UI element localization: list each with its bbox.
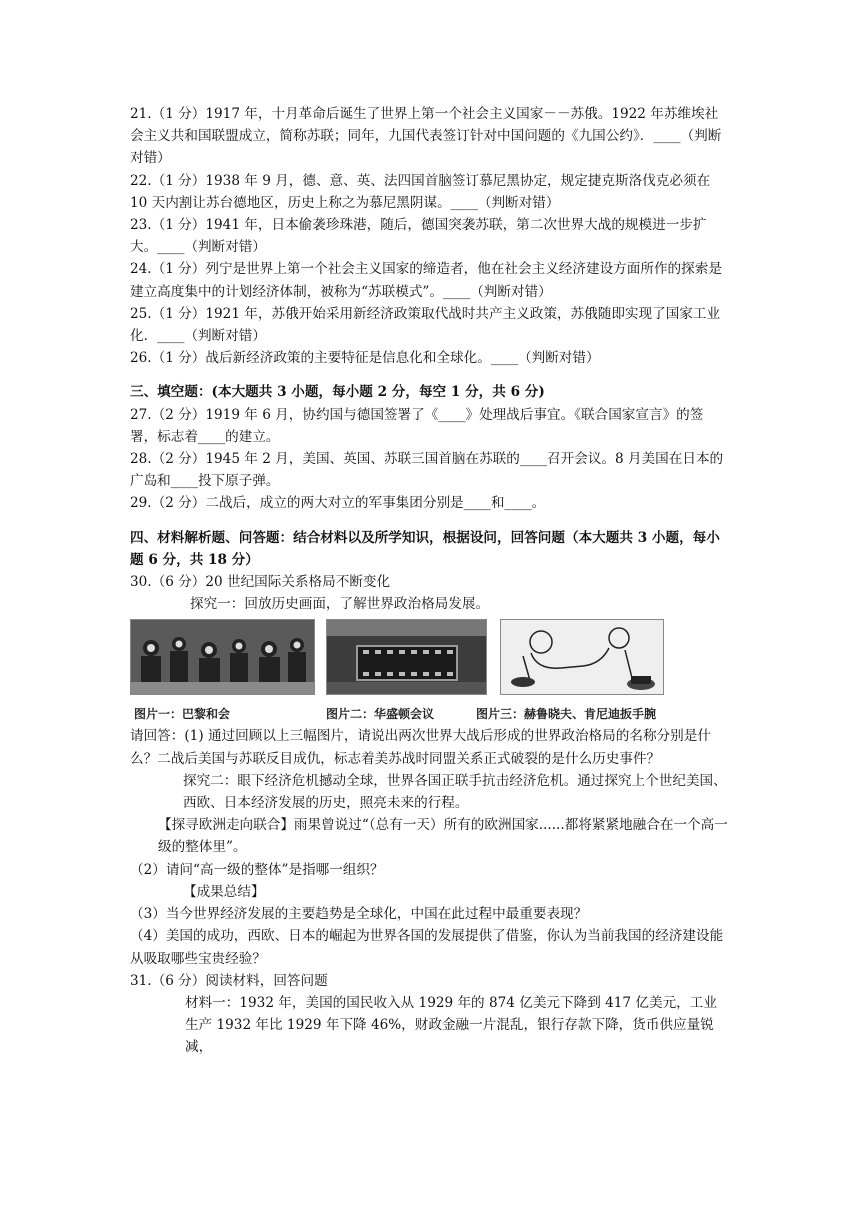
europe-union-text: 【探寻欧洲走向联合】雨果曾说过“（总有一天）所有的欧洲国家......都将紧紧地融合在一个高一级的整体里”。 xyxy=(158,817,728,856)
material-1: 材料一：1932 年，美国的国民收入从 1929 年的 874 亿美元下降到 417 亿美元，工业生产 1932 年比 1929 年下降 46%，财政金融一片混乱，银行存款下降，货币供应量锐减， xyxy=(185,994,717,1056)
question-21: 21.（1 分）1917 年，十月革命后诞生了世界上第一个社会主义国家－－苏俄。1922 年苏维埃社会主义共和国联盟成立，简称苏联；同年，九国代表签订针对中国问题的《九国公约》．____（判断对错） xyxy=(130,106,722,167)
figure-row xyxy=(130,619,730,723)
document-content xyxy=(130,103,730,1059)
caption-3: 图片三：赫鲁晓夫、肯尼迪扳手腕 xyxy=(476,707,657,722)
question-25: 25.（1 分）1921 年，苏俄开始采用新经济政策取代战时共产主义政策，苏俄随即实现了国家工业化．____（判断对错） xyxy=(130,305,721,345)
question-28: 28.（2 分）1945 年 2 月，美国、英国、苏联三国首脑在苏联的____召开会议。8 月美国在日本的广岛和____投下原子弹。 xyxy=(130,451,724,490)
question-29: 29.（2 分）二战后，成立的两大对立的军事集团分别是____和____。 xyxy=(130,495,546,512)
question-30-part-2: （2）请问“高一级的整体”是指哪一组织？ xyxy=(130,861,384,878)
summary-heading: 【成果总结】 xyxy=(183,883,265,900)
question-31: 31.（6 分）阅读材料，回答问题 xyxy=(130,972,328,989)
section-3-heading: 三、填空题：(本大题共 3 小题，每小题 2 分，每空 1 分，共 6 分) xyxy=(130,384,545,401)
khrushchev-kennedy-cartoon xyxy=(500,619,664,695)
caption-2: 图片二：华盛顿会议 xyxy=(326,707,435,722)
question-30-part-1: 请回答：(1) 通过回顾以上三幅图片，请说出两次世界大战后形成的世界政治格局的名称分别是什么？二战后美国与苏联反目成仇，标志着美苏战时同盟关系正式破裂的是什么历史事件？ xyxy=(130,728,711,767)
paris-conference-photo xyxy=(130,619,315,695)
washington-conference-photo xyxy=(326,619,487,695)
question-26: 26.（1 分）战后新经济政策的主要特征是信息化和全球化。____（判断对错） xyxy=(130,350,600,367)
question-23: 23.（1 分）1941 年，日本偷袭珍珠港，随后，德国突袭苏联，第二次世界大战的规模进一步扩大。____（判断对错） xyxy=(130,217,707,256)
caption-1: 图片一：巴黎和会 xyxy=(134,707,231,722)
section-4-heading: 四、材料解析题、问答题：结合材料以及所学知识，根据设问，回答问题（本大题共 3 小题，每小题 6 分，共 18 分） xyxy=(130,529,720,568)
explore-1: 探究一：回放历史画面，了解世界政治格局发展。 xyxy=(190,596,490,613)
question-24: 24.（1 分）列宁是世界上第一个社会主义国家的缔造者，他在社会主义经济建设方面所作的探索是建立高度集中的计划经济体制，被称为“苏联模式”。____（判断对错） xyxy=(130,261,722,300)
question-30: 30.（6 分）20 世纪国际关系格局不断变化 xyxy=(130,574,391,591)
question-30-part-3: （3）当今世界经济发展的主要趋势是全球化，中国在此过程中最重要表现？ xyxy=(130,906,588,923)
question-22: 22.（1 分）1938 年 9 月，德、意、英、法四国首脑签订慕尼黑协定，规定捷克斯洛伐克必须在 10 天内割让苏台德地区，历史上称之为慕尼黑阴谋。____（判断对错） xyxy=(130,172,711,211)
question-30-part-4: （4）美国的成功，西欧、日本的崛起为世界各国的发展提供了借鉴，你认为当前我国的经济建设能从吸取哪些宝贵经验？ xyxy=(130,928,724,967)
question-27: 27.（2 分）1919 年 6 月，协约国与德国签署了《____》处理战后事宜。《联合国家宣言》的签署，标志着____的建立。 xyxy=(130,406,704,445)
explore-2: 探究二：眼下经济危机撼动全球，世界各国正联手抗击经济危机。通过探究上个世纪美国、西欧、日本经济发展的历史，照亮未来的行程。 xyxy=(183,772,727,812)
